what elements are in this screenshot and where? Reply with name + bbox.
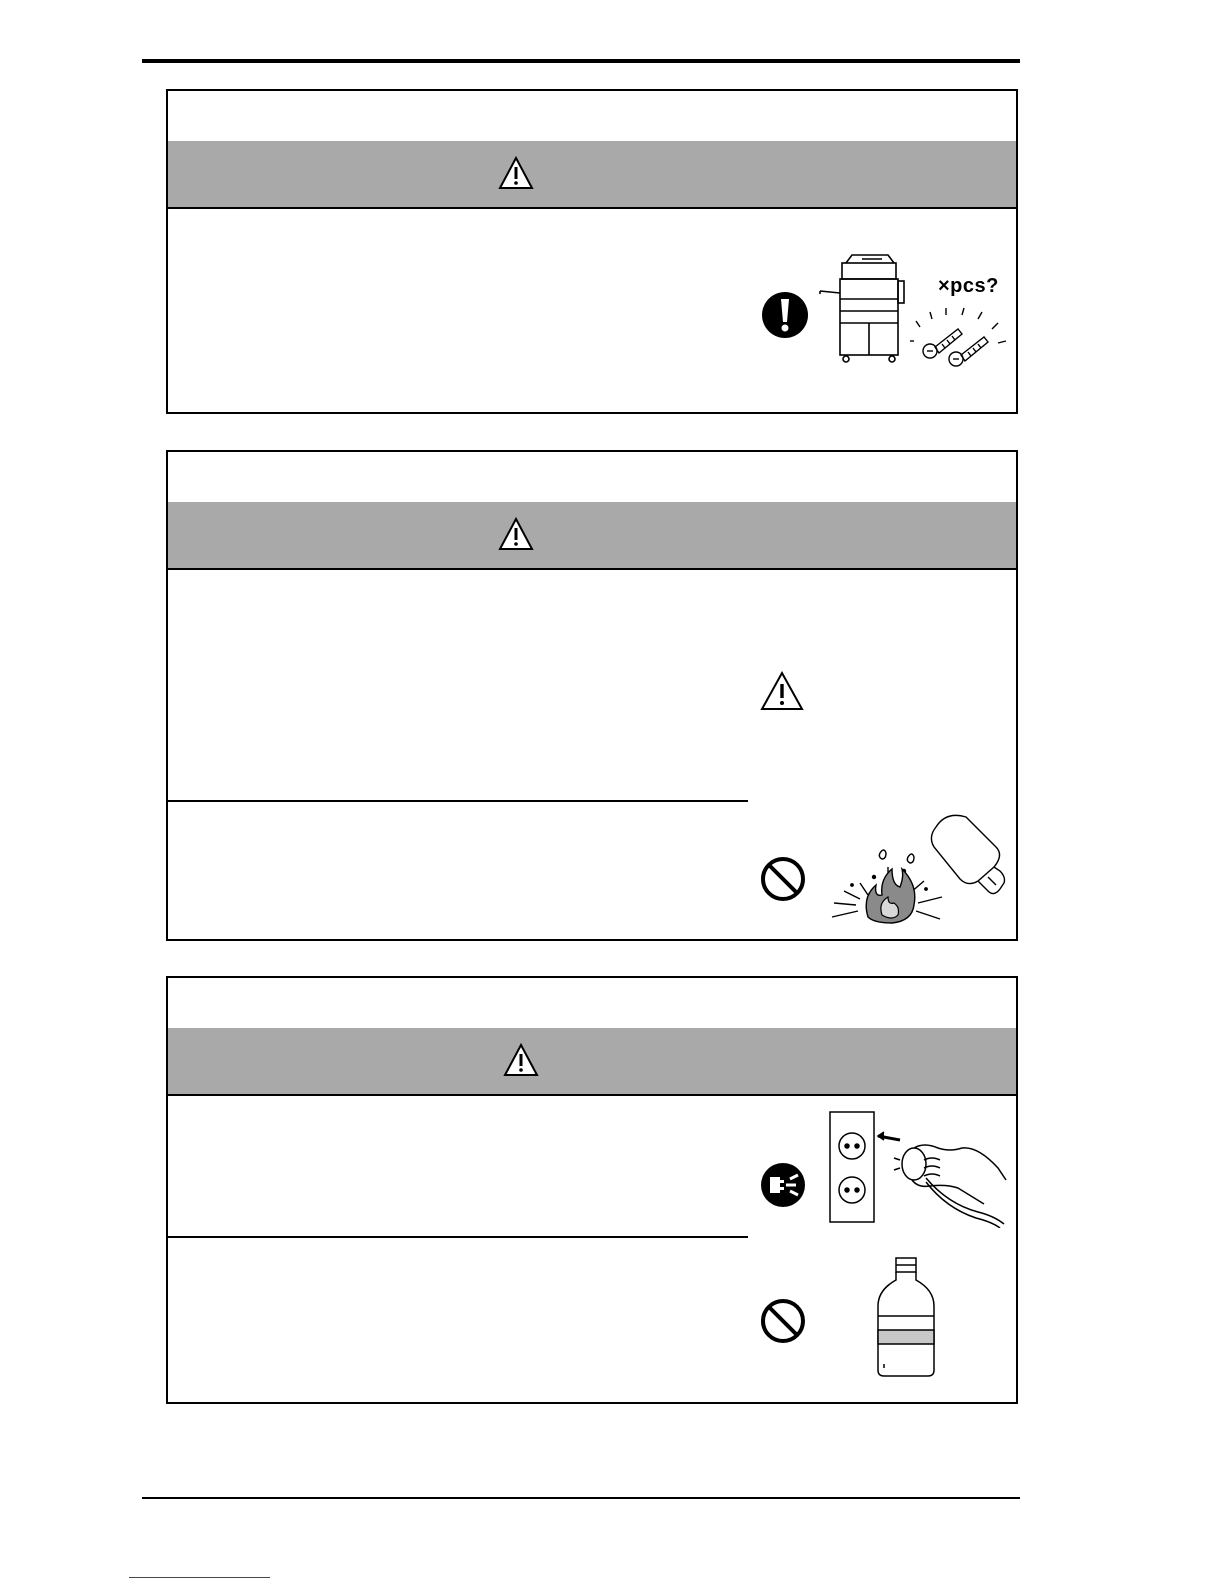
footer-link-underline[interactable]: [129, 1577, 270, 1578]
safety-section-2: [166, 450, 1018, 941]
section-heading-bar: [168, 452, 1016, 504]
section-heading-bar: [168, 91, 1016, 143]
prohibition-icon: [760, 1298, 806, 1344]
section-heading-bar: [168, 978, 1016, 1030]
header-rule: [142, 59, 1020, 63]
fire-toner-bottle-icon: [828, 807, 1013, 937]
screws-icon: [910, 307, 1010, 369]
warning-band: [168, 1028, 1016, 1096]
prohibition-icon: [760, 856, 806, 902]
solvent-bottle-icon: [874, 1256, 938, 1378]
warning-triangle-icon: [498, 517, 534, 551]
copier-machine-icon: [816, 251, 916, 366]
warning-band: [168, 141, 1016, 209]
mandatory-exclamation-icon: [761, 291, 809, 339]
caution-triangle-icon: [760, 671, 804, 711]
warning-band: [168, 502, 1016, 570]
footer-rule: [142, 1497, 1020, 1499]
unplug-power-icon: [760, 1162, 806, 1208]
safety-section-3: [166, 976, 1018, 1404]
warning-triangle-icon: [503, 1043, 539, 1077]
screw-count-label: ×pcs?: [938, 275, 999, 297]
row-divider: [168, 1236, 748, 1238]
warning-triangle-icon: [498, 156, 534, 190]
safety-section-1: [166, 89, 1018, 414]
row-divider: [168, 800, 748, 802]
outlet-plug-icon: [828, 1108, 1008, 1228]
